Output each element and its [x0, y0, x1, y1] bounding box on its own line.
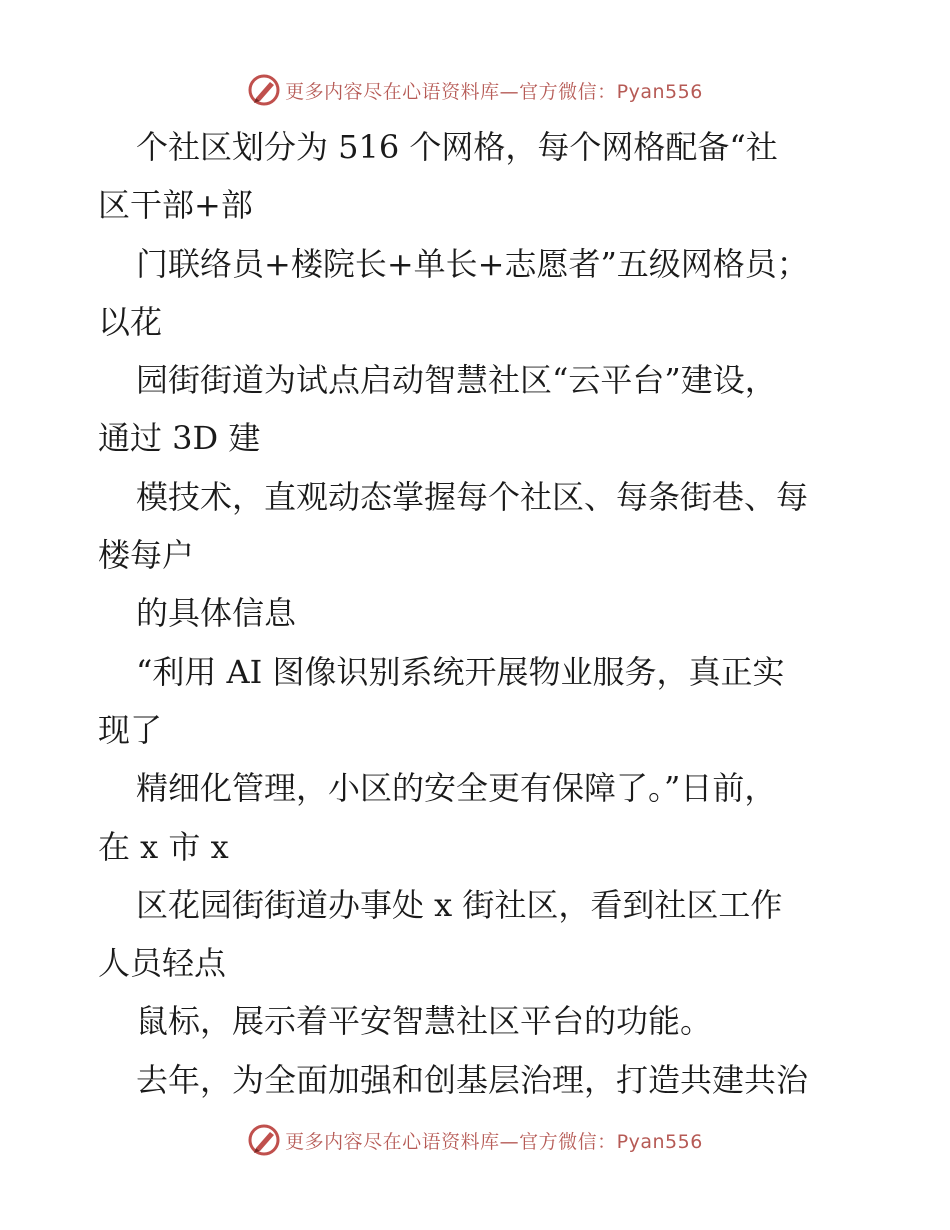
pen-logo-icon	[247, 1123, 281, 1157]
footer-watermark	[0, 1120, 950, 1160]
pen-logo-icon	[247, 73, 281, 107]
text-line: 园街街道为试点启动智慧社区“云平台”建设，	[136, 361, 777, 400]
document-body	[98, 118, 878, 1109]
watermark-text: 更多内容尽在心语资料库—官方微信：Pyan556	[285, 1130, 703, 1153]
text-line: 鼠标，展示着平安智慧社区平台的功能。	[136, 1002, 713, 1041]
text-line: 门联络员+楼院长+单长+志愿者”五级网格员；	[136, 244, 809, 283]
watermark-text: 更多内容尽在心语资料库—官方微信：Pyan556	[285, 80, 703, 103]
text-line: “利用 AI 图像识别系统开展物业服务，真正实	[136, 652, 785, 691]
text-line: 以花	[98, 302, 163, 341]
text-line: 通过 3D 建	[98, 419, 261, 458]
text-line: 在 x 市 x	[98, 827, 229, 866]
text-line: 模技术，直观动态掌握每个社区、每条街巷、每	[136, 477, 809, 516]
text-line: 区花园街街道办事处 x 街社区，看到社区工作	[136, 885, 783, 924]
text-line: 精细化管理，小区的安全更有保障了。”日前，	[136, 769, 777, 808]
text-line: 个社区划分为 516 个网格，每个网格配备“社	[136, 128, 778, 166]
text-line: 楼每户	[98, 536, 195, 575]
header-watermark	[0, 70, 950, 110]
text-line: 现了	[98, 710, 163, 749]
text-line: 区干部+部	[98, 186, 253, 225]
text-line: 去年，为全面加强和创基层治理，打造共建共治	[136, 1060, 809, 1099]
text-line: 的具体信息	[136, 594, 297, 633]
text-line: 人员轻点	[98, 944, 227, 983]
